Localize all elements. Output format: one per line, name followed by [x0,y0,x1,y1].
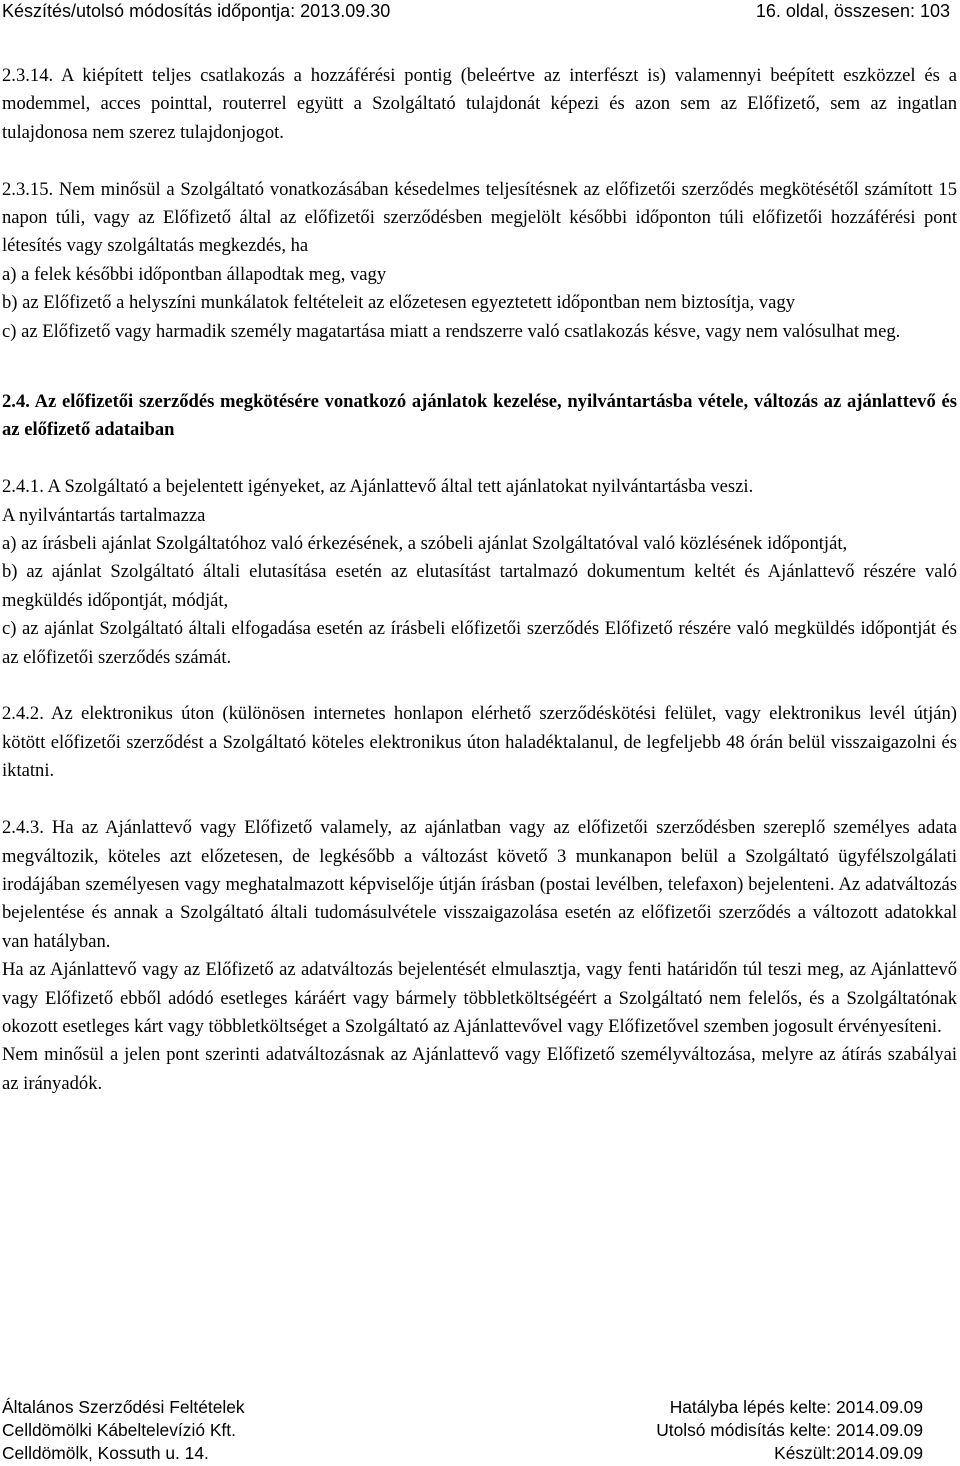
footer-row-1 [0,1396,960,1419]
page-header [0,0,960,22]
paragraph-2-4-3-cont-2: Nem minősül a jelen pont szerinti adatváltozásnak az Ajánlattevő vagy Előfizető személyváltozása, melyre az átírás szabályai az irányadók. [2,1044,957,1094]
register-contents-intro: A nyilvántartás tartalmazza [2,504,206,526]
paragraph-2-4-1: 2.4.1. A Szolgáltató a bejelentett igényeket, az Ajánlattevő által tett ajánlatokat nyilvántartásba veszi. [2,476,754,498]
header-modified-date: Készítés/utolsó módosítás időpontja: 2013.09.30 [2,1,391,21]
page-footer [0,1396,960,1465]
header-page-number: 16. oldal, összesen: 103 [755,1,950,21]
list-item-a: a) a felek későbbi időpontban állapodtak meg, vagy [2,263,387,285]
footer-row-2 [0,1419,960,1442]
footer-modified-date: Utolsó módisítás kelte: 2014.09.09 [656,1420,923,1440]
register-item-b: b) az ajánlat Szolgáltató általi elutasítása esetén az elutasítást tartalmazó dokumentum keltét és Ajánlattevő részére való megküldés időpontját, módját, [2,561,957,611]
paragraph-2-4-2: 2.4.2. Az elektronikus úton (különösen internetes honlapon elérhető szerződéskötési felület, vagy elektronikus levél útján) kötött előfizetői szerződést a Szolgáltató köteles elektronikus úton haladéktalanul, de legfeljebb 48 órán belül visszaigazolni és iktatni. [2,703,957,782]
footer-effective-date: Hatályba lépés kelte: 2014.09.09 [669,1397,923,1417]
register-item-c: c) az ajánlat Szolgáltató általi elfogadása esetén az írásbeli előfizetői szerződés Előfizető részére való megküldés időpontját és az előfizetői szerződés számát. [2,618,957,668]
list-item-c: c) az Előfizető vagy harmadik személy magatartása miatt a rendszerre való csatlakozás késve, vagy nem valósulhat meg. [2,320,901,342]
section-heading-2-4: 2.4. Az előfizetői szerződés megkötésére vonatkozó ajánlatok kezelése, nyilvántartásba vétele, változás az ajánlattevő és az előfizető adataiban [2,391,957,441]
list-item-b: b) az Előfizető a helyszíni munkálatok feltételeit az előzetesen egyeztetett időpontban nem biztosítja, vagy [2,292,796,314]
footer-address: Celldömölk, Kossuth u. 14. [2,1443,209,1463]
footer-document-title: Általános Szerződési Feltételek [2,1397,245,1417]
paragraph-2-4-3: 2.4.3. Ha az Ajánlattevő vagy Előfizető valamely, az ajánlatban vagy az előfizetői szerződésben szereplő személyes adata megváltozik, köteles azt előzetesen, de legkésőbb a változást követő 3 munkanapon belül a Szolgáltató ügyfélszolgálati irodájában személyesen vagy meghatalmazott képviselője útján írásban (postai levélben, telefaxon) bejelenteni. Az adatváltozás bejelentése és annak a Szolgáltató általi tudomásulvétele visszaigazolása esetén az előfizetői szerződés a változott adatokkal van hatályban. [2,817,957,952]
paragraph-2-3-14: 2.3.14. A kiépített teljes csatlakozás a hozzáférési pontig (beleértve az interfészt is) valamennyi beépített eszközzel és a modemmel, acces pointtal, routerrel együtt a Szolgáltató tulajdonát képezi és azon sem az Előfizető, sem az ingatlan tulajdonosa nem szerez tulajdonjogot. [2,65,957,143]
footer-row-3 [0,1442,960,1465]
paragraph-2-3-15: 2.3.15. Nem minősül a Szolgáltató vonatkozásában késedelmes teljesítésnek az előfizetői szerződés megkötésétől számított 15 napon túli, vagy az Előfizető által az előfizetői szerződésben megjelölt későbbi időponton túli előfizetői hozzáférési pont létesítés vagy szolgáltatás megkezdés, ha [2,178,957,257]
register-item-a: a) az írásbeli ajánlat Szolgáltatóhoz való érkezésének, a szóbeli ajánlat Szolgáltatóval való közlésének időpontját, [2,533,848,555]
footer-company-name: Celldömölki Kábeltelevízió Kft. [2,1420,236,1440]
document-body [2,62,957,1098]
paragraph-2-4-3-cont-1: Ha az Ajánlattevő vagy az Előfizető az adatváltozás bejelentését elmulasztja, vagy fenti határidőn túl teszi meg, az Ajánlattevő vagy Előfizető ebből adódó esetleges káráért vagy bármely többletköltségéért a Szolgáltató nem felelős, és a Szolgáltatónak okozott esetleges kárt vagy többletköltséget a Szolgáltató az Ajánlattevővel vagy Előfizetővel szemben jogosult érvényesíteni. [2,959,957,1037]
footer-created-date: Készült:2014.09.09 [774,1443,923,1463]
